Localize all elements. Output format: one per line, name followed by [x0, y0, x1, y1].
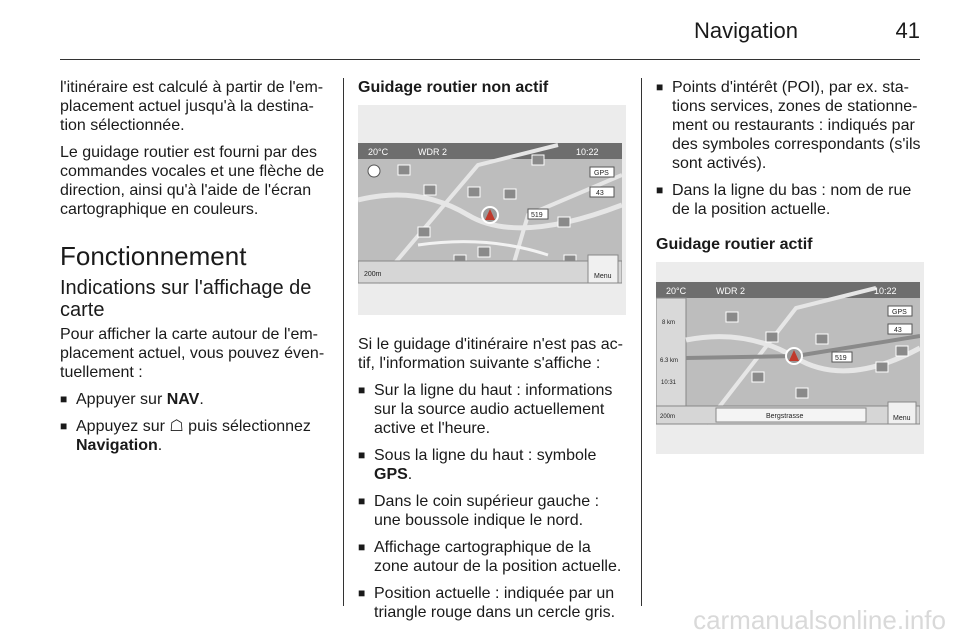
- section-heading: Fonctionnement: [60, 241, 247, 271]
- home-icon: ☖: [169, 418, 184, 435]
- paragraph: Le guidage routier est fourni par des commandes vocales et une flèche de direction, ainsi qu'à l'aide de l'écran cartographique en couleurs.: [60, 144, 325, 218]
- column-divider-1: [343, 78, 344, 606]
- map-clock: 10:22: [874, 286, 897, 296]
- list-item: ■ Dans le coin supérieur gauche : une boussole indique le nord.: [358, 492, 626, 530]
- map-screenshot-inactive: [358, 105, 626, 315]
- paragraph: l'itinéraire est calculé à partir de l'em-placement actuel jusqu'à la destina-tion sélectionnée.: [60, 79, 324, 134]
- list-item: ■ Sur la ligne du haut : informations sur la source audio actuellement active et l'heure.: [358, 381, 626, 438]
- map-audio-source: WDR 2: [716, 286, 745, 296]
- map-temperature: 20°C: [368, 147, 389, 157]
- column-1: [60, 78, 328, 463]
- paragraph: Si le guidage d'itinéraire n'est pas ac-tif, l'information suivante s'affiche :: [358, 336, 623, 372]
- list-item: ■ Position actuelle : indiquée par un triangle rouge dans un cercle gris.: [358, 584, 626, 622]
- map-screenshot-active: [656, 262, 924, 454]
- turn-distance: 8 km: [662, 320, 676, 326]
- subsection-heading: Indications sur l'affichage de carte: [60, 277, 312, 321]
- map-scale: 200m: [660, 414, 676, 420]
- watermark-url: carmanualsonline.info: [693, 605, 946, 635]
- road-label: 43: [596, 190, 604, 197]
- map-temperature: 20°C: [666, 286, 687, 296]
- map-clock: 10:22: [576, 147, 599, 157]
- page-title: Navigation: [694, 18, 798, 43]
- list-item-text: Appuyer sur: [76, 391, 167, 408]
- list-item: [60, 390, 328, 409]
- menu-button[interactable]: Menu: [594, 273, 612, 280]
- column-divider-2: [641, 78, 642, 606]
- column-2: [358, 78, 626, 630]
- figure-caption: Guidage routier actif: [656, 236, 813, 253]
- header-rule: [60, 59, 920, 60]
- map-scale: 200m: [364, 271, 382, 278]
- list-item: ■ Affichage cartographique de la zone autour de la position actuelle.: [358, 538, 626, 576]
- route-number: 519: [835, 355, 847, 362]
- navigation-label: Navigation: [76, 437, 158, 454]
- current-street: Bergstrasse: [766, 413, 804, 420]
- map-audio-source: WDR 2: [418, 147, 447, 157]
- map-display: [358, 105, 622, 315]
- list-item-text: puis sélectionnez: [183, 418, 311, 435]
- list-item: [358, 446, 626, 484]
- route-number: 519: [531, 212, 543, 219]
- page-number: 41: [895, 18, 920, 43]
- list-item: ■ Points d'intérêt (POI), par ex. sta-tions services, zones de stationne-ment ou restaurants : indiqués par des symboles correspondants (s'ils sont activés).: [656, 78, 924, 173]
- arrival-time: 10:31: [661, 380, 677, 386]
- paragraph: Pour afficher la carte autour de l'em-placement actuel, vous pouvez éven-tuellement :: [60, 326, 325, 381]
- road-label: 43: [894, 327, 902, 334]
- nav-key-label: NAV: [166, 391, 200, 408]
- list-item: ■ Dans la ligne du bas : nom de rue de la position actuelle.: [656, 181, 924, 219]
- list-item-text: Sous la ligne du haut : symbole: [374, 447, 597, 464]
- list-item: [60, 417, 328, 455]
- list-item-text: .: [407, 466, 413, 483]
- menu-button[interactable]: Menu: [893, 415, 911, 422]
- gps-indicator: GPS: [594, 170, 609, 177]
- gps-indicator: GPS: [892, 309, 907, 316]
- figure-caption: Guidage routier non actif: [358, 79, 549, 96]
- remaining-distance: 6.3 km: [660, 358, 679, 364]
- list-item-text: .: [157, 437, 163, 454]
- map-display: [656, 262, 920, 454]
- gps-label: GPS: [374, 466, 408, 483]
- list-item-text: Appuyez sur: [76, 418, 170, 435]
- list-item-text: .: [199, 391, 204, 408]
- column-3: [656, 78, 924, 474]
